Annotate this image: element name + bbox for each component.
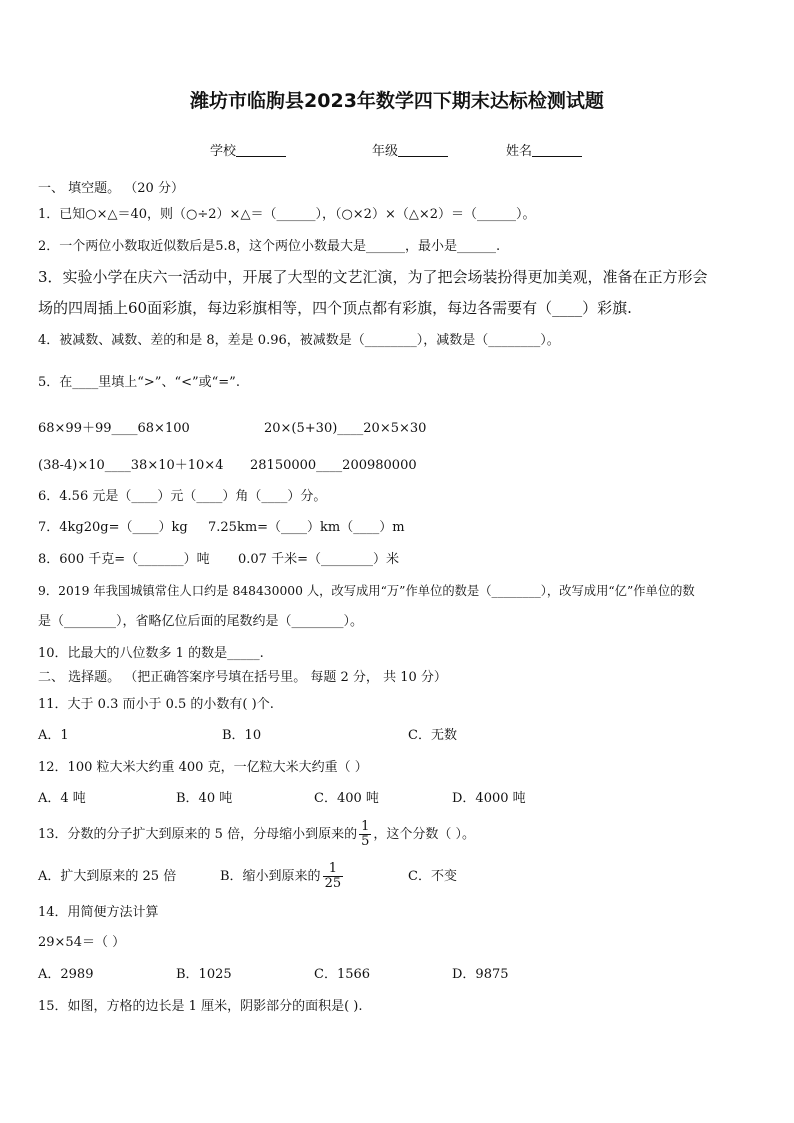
q12-option-c[interactable]: C．400 吨 — [314, 791, 379, 806]
grade-field — [372, 140, 448, 159]
question-5-item-2: 20×(5+30)____20×5×30 — [264, 421, 427, 436]
q13-option-b[interactable] — [220, 860, 345, 894]
fraction-one-twentyfifth — [323, 862, 344, 891]
fraction-numerator: 1 — [323, 862, 344, 877]
question-7-part-1: 7．4kg20g=（____）kg — [38, 520, 188, 535]
question-5-item-1: 68×99＋99____68×100 — [38, 421, 190, 436]
question-14: 14．用简便方法计算 — [38, 905, 159, 920]
q11-option-b[interactable]: B．10 — [222, 728, 262, 743]
question-1: 1．已知○×△＝40，则（○÷2）×△＝（______），（○×2）×（△×2）＝（______）。 — [38, 207, 536, 222]
school-field — [210, 140, 286, 159]
school-label: 学校 — [210, 144, 237, 159]
q11-option-a[interactable]: A．1 — [38, 728, 69, 743]
question-10: 10．比最大的八位数多 1 的数是_____. — [38, 646, 264, 661]
q11-option-c[interactable]: C．无数 — [408, 728, 457, 743]
q12-option-b[interactable]: B．40 吨 — [176, 791, 233, 806]
question-2: 2．一个两位小数取近似数后是5.8，这个两位小数最大是______，最小是______. — [38, 239, 501, 254]
school-blank[interactable] — [236, 144, 286, 157]
question-13-text: 13．分数的分子扩大到原来的 5 倍，分母缩小到原来的 — [38, 827, 358, 842]
question-12: 12．100 粒大米大约重 400 克，一亿粒大米大约重（ ） — [38, 760, 368, 775]
question-13 — [38, 818, 475, 852]
name-label: 姓名 — [506, 144, 533, 159]
q13-option-b-text: B．缩小到原来的 — [220, 869, 321, 884]
question-5-item-4: 28150000____200980000 — [250, 458, 417, 473]
question-13-tail: ，这个分数（ ）。 — [373, 827, 475, 842]
question-8-part-2: 0.07 千米=（________）米 — [238, 552, 399, 567]
section-heading-fill: 一、 填空题。 （20 分） — [38, 181, 184, 196]
question-11: 11．大于 0.3 而小于 0.5 的小数有( )个. — [38, 697, 274, 712]
question-3-line-1: 3．实验小学在庆六一活动中，开展了大型的文艺汇演，为了把会场装扮得更加美观，准备在正方形会 — [38, 268, 708, 286]
page-title: 潍坊市临朐县2023年数学四下期末达标检测试题 — [190, 90, 604, 112]
question-8-part-1: 8．600 千克=（_______）吨 — [38, 552, 210, 567]
question-5: 5．在____里填上“>”、“<”或“=”. — [38, 375, 240, 390]
question-7-part-2: 7.25km=（____）km（____）m — [208, 520, 405, 535]
section-heading-choice: 二、 选择题。 （把正确答案序号填在括号里。 每题 2 分， 共 10 分） — [38, 670, 447, 685]
question-14-expression: 29×54＝（ ） — [38, 935, 126, 950]
question-6: 6．4.56 元是（____）元（____）角（____）分。 — [38, 489, 327, 504]
name-field — [506, 140, 582, 159]
q12-option-a[interactable]: A．4 吨 — [38, 791, 86, 806]
grade-blank[interactable] — [398, 144, 448, 157]
question-9-line-2: 是（________），省略亿位后面的尾数约是（________）。 — [38, 614, 364, 629]
q13-option-c[interactable]: C．不变 — [408, 869, 457, 884]
q13-option-a[interactable]: A．扩大到原来的 25 倍 — [38, 869, 177, 884]
fraction-denominator: 25 — [324, 876, 342, 891]
question-15: 15．如图，方格的边长是 1 厘米，阴影部分的面积是( ). — [38, 999, 363, 1014]
q14-option-d[interactable]: D．9875 — [452, 967, 509, 982]
fraction-numerator: 1 — [361, 819, 370, 834]
grade-label: 年级 — [372, 144, 399, 159]
q12-option-d[interactable]: D．4000 吨 — [452, 791, 526, 806]
q14-option-a[interactable]: A．2989 — [38, 967, 94, 982]
question-4: 4．被减数、减数、差的和是 8，差是 0.96，被减数是（________），减数是（________）。 — [38, 333, 560, 348]
name-blank[interactable] — [532, 144, 582, 157]
question-3-line-2: 场的四周插上60面彩旗，每边彩旗相等，四个顶点都有彩旗，每边各需要有（____）彩旗. — [38, 299, 632, 317]
fraction-one-fifth — [359, 820, 371, 849]
q14-option-b[interactable]: B．1025 — [176, 967, 232, 982]
question-9-line-1: 9．2019 年我国城镇常住人口约是 848430000 人，改写成用“万”作单位的数是（________），改写成用“亿”作单位的数 — [38, 584, 695, 598]
question-5-item-3: (38-4)×10____38×10＋10×4 — [38, 458, 224, 473]
fraction-denominator: 5 — [361, 834, 370, 849]
q14-option-c[interactable]: C．1566 — [314, 967, 371, 982]
